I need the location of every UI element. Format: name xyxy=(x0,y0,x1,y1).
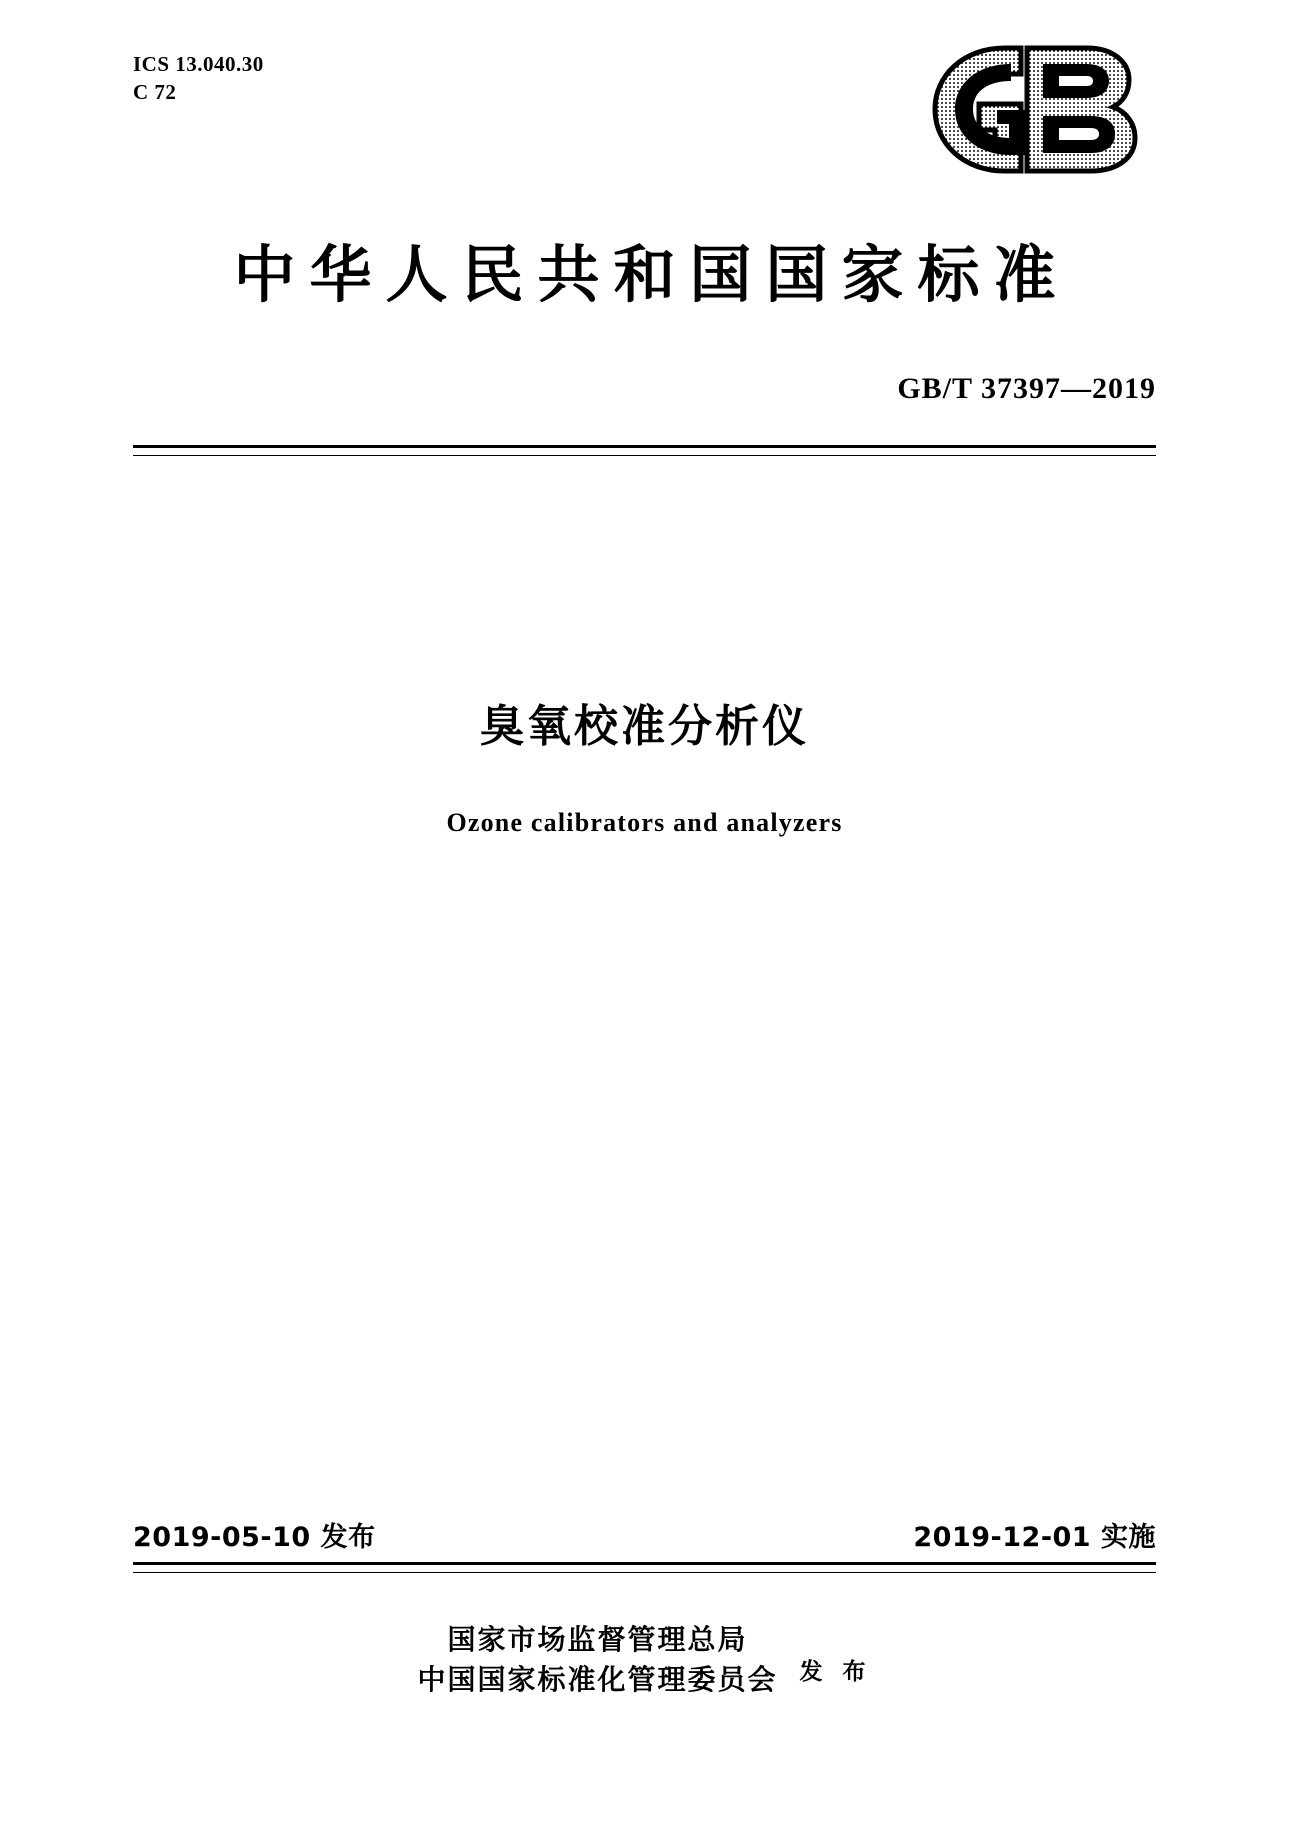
document-title-chinese: 臭氧校准分析仪 xyxy=(480,701,809,752)
header-divider-thick xyxy=(133,445,1156,448)
issuer-line-2: 中国国家标准化管理委员会 xyxy=(417,1662,778,1696)
ics-classification-block xyxy=(133,50,264,107)
issue-date: 2019-05-10 发布 xyxy=(133,1522,376,1553)
header-divider-thin xyxy=(133,455,1156,456)
classification-code: C 72 xyxy=(133,80,177,105)
standard-number: GB/T 37397—2019 xyxy=(897,372,1156,405)
footer-divider-thick xyxy=(133,1562,1156,1565)
issuer-action-label: 发 布 xyxy=(799,1659,872,1686)
implementation-date: 2019-12-01 实施 xyxy=(913,1522,1156,1553)
date-row xyxy=(133,1515,1156,1554)
issuer-block xyxy=(0,1620,1289,1700)
gb-logo-icon xyxy=(901,42,1156,177)
national-standard-title: 中华人民共和国国家标准 xyxy=(233,238,1070,311)
issuer-line-1: 国家市场监督管理总局 xyxy=(447,1623,748,1656)
footer-divider-thin xyxy=(133,1572,1156,1573)
document-title-english: Ozone calibrators and analyzers xyxy=(446,808,843,837)
issuer-names xyxy=(417,1620,777,1700)
ics-code: ICS 13.040.30 xyxy=(133,52,264,76)
